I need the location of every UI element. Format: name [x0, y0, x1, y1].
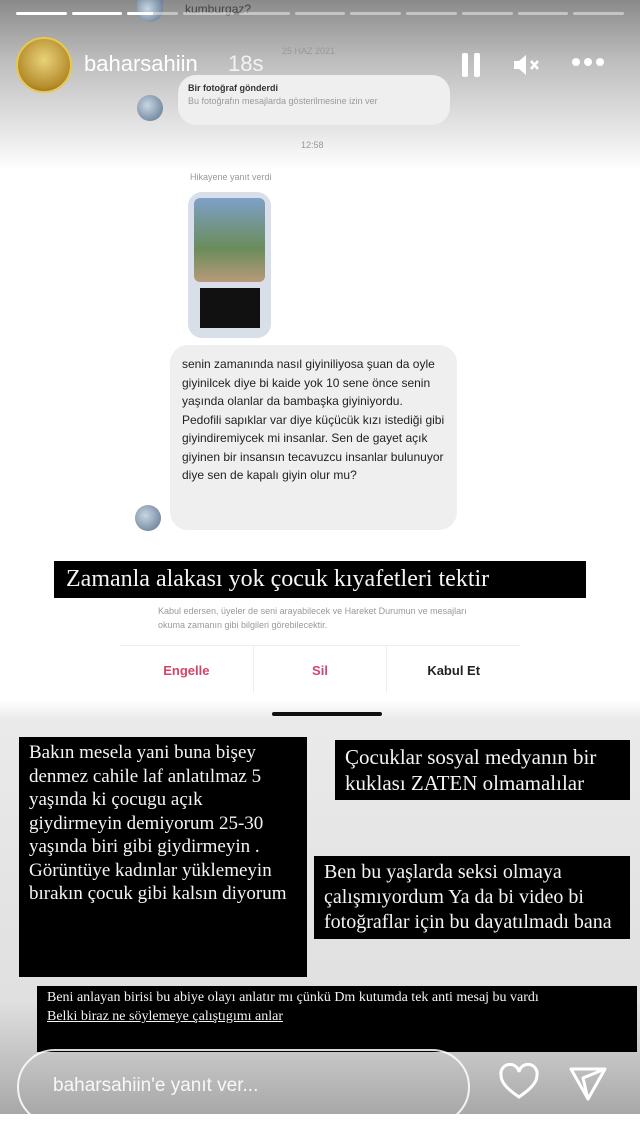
progress-fill — [127, 12, 152, 15]
right-top-caption: Çocuklar sosyal medyanın bir kuklası ZATEN olmamalılar — [335, 740, 630, 800]
sender-avatar — [137, 95, 163, 121]
photo-request-bubble[interactable] — [178, 75, 450, 125]
mute-icon[interactable] — [512, 52, 542, 78]
sender-avatar — [135, 505, 161, 531]
send-icon[interactable] — [568, 1066, 608, 1102]
right-bottom-caption: Ben bu yaşlarda seksi olmaya çalışmıyordum Ya da bi video bi fotoğraflar için bu dayatılmadı bana — [314, 856, 630, 939]
progress-segment — [72, 12, 123, 15]
story-time: 18s — [228, 51, 264, 76]
chat-date: 25 HAZ 2021 — [282, 46, 336, 56]
block-button[interactable]: Engelle — [163, 663, 210, 678]
progress-segment — [350, 12, 401, 15]
progress-fill — [72, 12, 123, 15]
progress-segment — [573, 12, 624, 15]
username[interactable]: baharsahiin — [84, 51, 198, 76]
photo-title: Bir fotoğraf gönderdi — [188, 83, 278, 93]
headline-caption: Zamanla alakası yok çocuk kıyafetleri tektir — [54, 561, 586, 598]
progress-segment — [127, 12, 178, 15]
left-caption: Bakın mesela yani buna bişey denmez cahile laf anlatılmaz 5 yaşında ki çocugu açık giydirmeyin demiyorum 25-30 yaşında biri gibi giydirmeyin . Görüntüye kadınlar yüklemeyin bırakın çocuk gibi kalsın diyorum — [19, 737, 307, 977]
progress-segment — [462, 12, 513, 15]
chat-time: 12:58 — [301, 140, 324, 150]
progress-segment — [406, 12, 457, 15]
bottom-caption — [37, 986, 637, 1052]
accept-button[interactable]: Kabul Et — [427, 663, 481, 678]
story-reply-label: Hikayene yanıt verdi — [190, 172, 272, 182]
bottom-caption-line1: Beni anlayan birisi bu abiye olayı anlatır mı çünkü Dm kutumda tek anti mesaj bu vardı — [47, 990, 539, 1005]
pause-icon[interactable] — [462, 53, 482, 77]
more-options-icon[interactable] — [572, 58, 604, 66]
request-note: Kabul edersen, üyeler de seni arayabilecek ve Hareket Durumun ve mesajları okuma zamanın gibi bilgileri görebilecektir. — [158, 606, 467, 630]
progress-segment — [518, 12, 569, 15]
progress-fill — [16, 12, 67, 15]
message-bubble: senin zamanında nasıl giyiniliyosa şuan da oyle giyinilcek diye bi kaide yok 10 sene önce senin yaşında olanlar da bambaşka giyiniyordu. Pedofili sapıklar var diye küçücük kızı istediği gibi giyindiremiycek mi insanlar. Sen de gayet açık giyinen bir insansın tecavuzcu insanlar bulunuyor diye sen de kapalı giyin olur mu? — [170, 345, 457, 530]
progress-segment — [239, 12, 290, 15]
delete-button[interactable]: Sil — [253, 646, 388, 693]
bottom-caption-line2: Belki biraz ne söylemeye çalıştıgımı anlar — [47, 1009, 283, 1024]
progress-segment — [183, 12, 234, 15]
prev-message: kumburgaz? — [185, 2, 252, 16]
user-avatar[interactable] — [16, 37, 72, 93]
photo-subtitle: Bu fotoğrafın mesajlarda gösterilmesine izin ver — [188, 96, 378, 106]
home-indicator — [272, 712, 382, 716]
heart-icon[interactable] — [498, 1063, 540, 1101]
reply-placeholder: baharsahiin'e yanıt ver... — [53, 1075, 259, 1096]
progress-segment — [16, 12, 67, 15]
story-progress — [16, 12, 624, 15]
progress-segment — [295, 12, 346, 15]
story-thumbnail[interactable] — [188, 192, 271, 338]
